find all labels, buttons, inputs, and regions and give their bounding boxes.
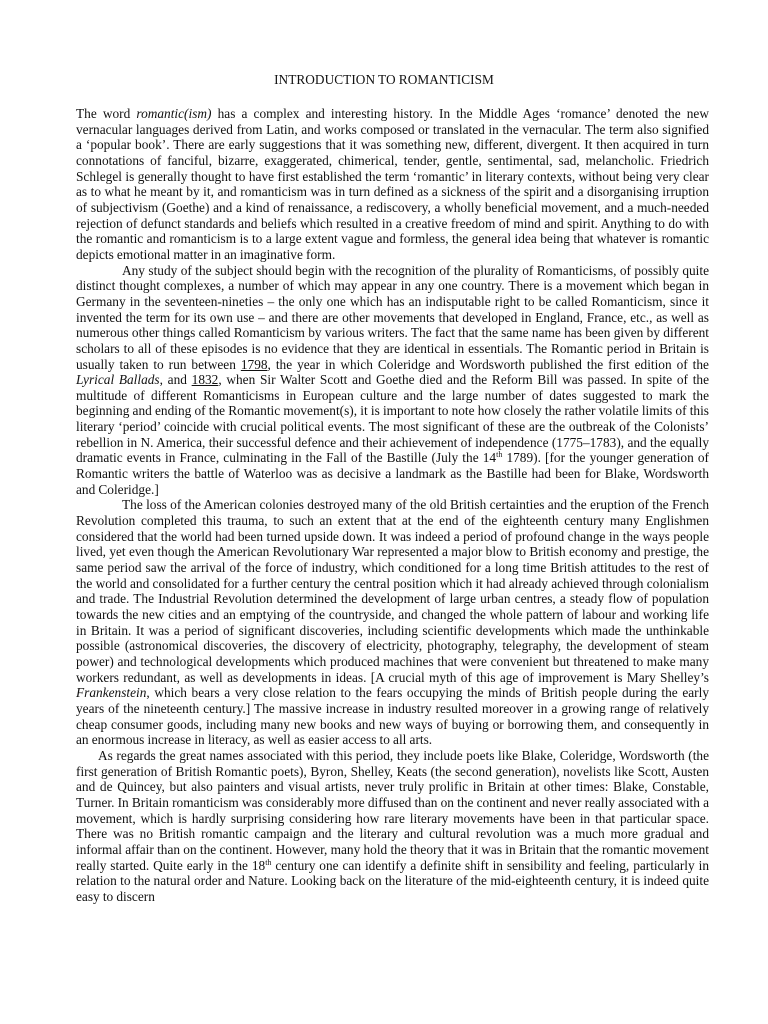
ordinal-suffix: th	[496, 450, 503, 460]
year-1832: 1832	[191, 372, 219, 388]
paragraph-4	[76, 748, 709, 905]
year-1798: 1798	[240, 356, 268, 372]
paragraph-2	[76, 263, 709, 498]
paragraph-3-text-b: , which bears a very close relation to the fears occupying the minds of British people during the early years of the nineteenth century.] The massive increase in industry resulted moreover in a growing range of relatively cheap consumer goods, including many new books and new ways of buying or borrowing them, and consequently in an enormous increase in literacy, as well as easier access to all arts.	[76, 685, 709, 748]
paragraph-3	[76, 497, 709, 748]
paragraph-4-text-b: century one can identify a definite shift in sensibility and feeling, particularly in relation to the natural order and Nature. Looking back on the literature of the mid-eighteenth century, it is indeed quite easy to discern	[76, 857, 709, 904]
paragraph-2-text-b: , the year in which Coleridge and Wordsworth published the first edition of the	[267, 356, 709, 372]
book-title-frankenstein: Frankenstein	[76, 685, 147, 701]
paragraph-3-text-a: The loss of the American colonies destroyed many of the old British certainties and the eruption of the French Revolution completed this trauma, to such an extent that at the end of the eighteenth century many Englishmen considered that the world had been turned upside down. It was indeed a period of profound change in the ways people lived, yet even though the American Revolutionary War represented a major blow to British economy and prestige, the same period saw the arrival of the force of industry, which conditioned for a long time British attitudes to the rest of the world and consolidated for a further century the central position which it had already achieved through colonialism and trade. The Industrial Revolution determined the development of large urban centres, a steady flow of population towards the new cities and an emptying of the countryside, and changed the whole pattern of labour and working life in Britain. It was a period of significant discoveries, including scientific developments which made the unthinkable possible (astronomical discoveries, the discovery of electricity, photography, telegraphy, the development of steam power) and technological developments which produced machines that were convenient but threatened to make many workers redundant, as well as developments in ideas. [A crucial myth of this age of improvement is Mary Shelley’s	[76, 497, 709, 685]
document-body	[76, 106, 709, 904]
paragraph-2-text-d: , when Sir Walter Scott and Goethe died and the Reform Bill was passed. In spite of the multitude of different Romanticisms in European culture and the large number of dates suggested to mark the beginning and ending of the Romantic movement(s), it is important to note how closely the rather volatile limits of this literary ‘period’ coincide with crucial political events. The most significant of these are the outbreak of the Colonists’ rebellion in N. America, their successful defence and their achievement of independence (1775–1783), and the equally dramatic events in France, culminating in the Fall of the Bastille (July the 14	[76, 372, 710, 466]
document-title: INTRODUCTION TO ROMANTICISM	[274, 72, 494, 87]
paragraph-1-text-b: has a complex and interesting history. In the Middle Ages ‘romance’ denoted the new vernacular languages derived from Latin, and works composed or translated in the vernacular. The term also signified a ‘popular book’. There are early suggestions that it was something new, different, divergent. It then acquired in turn connotations of fanciful, bizarre, exaggerated, chimerical, tender, gentle, sentimental, sad, melancholic. Friedrich Schlegel is generally thought to have first established the term ‘romantic’ in literary contexts, without being very clear as to what he meant by it, and romanticism was in turn defined as a sickness of the spirit and a disorganising irruption of subjectivism (Goethe) and a kind of renaissance, a rediscovery, a wholly beneficial movement, and a much-needed rejection of defunct standards and beliefs which resulted in a creative freedom of mind and spirit. Anything to do with the romantic and romanticism is to a large extent vague and formless, the general idea being that whatever is romantic depicts emotional matter in an imaginative form.	[76, 106, 709, 262]
paragraph-1	[76, 106, 709, 263]
book-title-lyrical-ballads: Lyrical Ballads	[76, 372, 160, 388]
paragraph-2-text-e: 1789). [for the younger generation of Romantic writers the battle of Waterloo was as decisive a landmark as the Bastille had been for Blake, Wordsworth and Coleridge.]	[76, 450, 709, 497]
paragraph-2-text-c: , and	[159, 372, 192, 388]
ordinal-suffix: th	[265, 857, 272, 867]
paragraph-2-text-a: Any study of the subject should begin with the recognition of the plurality of Romanticisms, of possibly quite distinct thought complexes, a number of which may appear in any one country. There is a movement which began in Germany in the seventeen-nineties – the only one which has an indisputable right to be called Romanticism, since it invented the term for its own use – and there are other movements that developed in England, France, etc., as well as numerous other things called Romanticism by various writers. The fact that the same name has been given by different scholars to all of these episodes is no evidence that they are identical in essentials. The Romantic period in Britain is usually taken to run between	[76, 262, 709, 372]
term-romanticism: romantic(ism)	[136, 106, 212, 121]
paragraph-4-text-a: As regards the great names associated with this period, they include poets like Blake, Coleridge, Wordsworth (the first generation of British Romantic poets), Byron, Shelley, Keats (the second generation), novelists like Scott, Austen and de Quincey, but also painters and visual artists, never truly prolific in Britain at other times: Blake, Constable, Turner. In Britain romanticism was considerably more diffused than on the continent and never really associated with a movement, which is hardly surprising considering how rare literary movements have been in that particular space. There was no British romantic campaign and the literary and cultural revolution was a much more gradual and informal affair than on the continent. However, many hold the theory that it was in Britain that the romantic movement really started. Quite early in the 18	[76, 747, 709, 873]
paragraph-1-text-a: The word	[76, 106, 137, 121]
